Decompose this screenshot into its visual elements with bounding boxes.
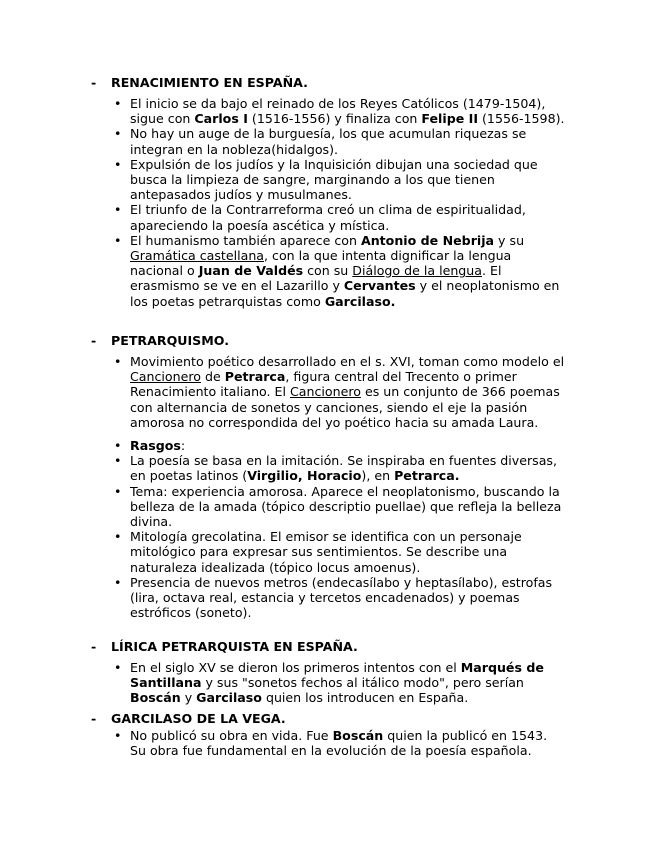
text-run: No publicó su obra en vida. Fue xyxy=(130,728,333,743)
list-item xyxy=(114,438,566,454)
text-run: Expulsión de los judíos y la Inquisición dibujan una sociedad que busca la limpieza de sangre, marginando a los que tienen antepasados judíos y musulmanes. xyxy=(130,156,538,203)
bold-run: Felipe II xyxy=(421,111,479,127)
text-run: El triunfo de la Contrarreforma creó un clima de espiritualidad, apareciendo la poesía ascética y mística. xyxy=(130,202,526,233)
text-run: quien los introducen en España. xyxy=(261,690,469,706)
text-run: No hay un auge de la burguesía, los que acumulan riquezas se integran en la nobleza(hidalgos). xyxy=(130,126,527,157)
text-run: El humanismo también aparece con xyxy=(130,232,361,248)
bold-run: Cervantes xyxy=(343,278,416,294)
bullet-icon: • xyxy=(114,660,122,675)
list-item xyxy=(114,96,566,127)
text-run: Presencia de nuevos metros (endecasílabo y heptasílabo), estrofas (lira, octava real, estancia y tercetos encadenados) y poemas estróficos (soneto). xyxy=(130,574,553,621)
text-run: (1516-1556) y finaliza con xyxy=(247,111,422,127)
list-item xyxy=(114,126,566,157)
list-item xyxy=(114,574,566,621)
bullet-icon: • xyxy=(114,728,122,743)
list-item xyxy=(114,660,566,706)
section-renacimiento xyxy=(0,75,655,309)
text-run: quien la publicó en 1543. Su obra fue fundamental en la evolución de la poesía española. xyxy=(130,728,548,759)
section-title: GARCILASO DE LA VEGA. xyxy=(111,711,286,726)
bold-run: Petrarca. xyxy=(394,468,460,484)
text-run: ), en xyxy=(361,468,395,484)
bold-run: Boscán xyxy=(130,690,181,706)
bold-run: Garcilaso. xyxy=(324,293,396,309)
section-title: RENACIMIENTO EN ESPAÑA. xyxy=(111,75,308,90)
text-run: con su xyxy=(303,263,353,279)
list-item xyxy=(114,232,566,309)
text-run: y su xyxy=(494,232,525,248)
bold-run: Marqués de Santillana xyxy=(130,660,544,691)
bullet-icon: • xyxy=(114,453,122,469)
text-run: (1556-1598). xyxy=(478,111,565,127)
bullet-icon: • xyxy=(114,156,122,172)
list-item xyxy=(114,202,566,233)
text-run: es un conjunto de 366 poemas con alternancia de sonetos y canciones, siendo el eje la pasión amorosa no correspondida del yo poético hacia su amada Laura. xyxy=(130,384,560,430)
bullet-icon: • xyxy=(114,574,122,590)
text-run: : xyxy=(180,438,186,454)
text-run: El inicio se da bajo el reinado de los Reyes Católicos (1479-1504), sigue con xyxy=(130,96,546,127)
bold-run: Boscán xyxy=(332,728,384,743)
section-dash: - xyxy=(91,75,97,90)
bold-run: Antonio de Nebrija xyxy=(360,232,495,248)
bullet-icon: • xyxy=(114,96,122,111)
bullet-icon: • xyxy=(114,529,122,545)
section-petrarquismo xyxy=(0,333,655,620)
list-item xyxy=(114,529,566,575)
list-item xyxy=(114,156,566,203)
bullet-list xyxy=(0,660,655,706)
underlined-run: Diálogo de la lengua xyxy=(352,263,483,279)
section-dash: - xyxy=(91,333,97,348)
bold-run: Juan de Valdés xyxy=(198,263,304,279)
text-run: y el neoplatonismo en los poetas petrarquistas como xyxy=(130,278,560,309)
bold-run: Virgilio, Horacio xyxy=(247,468,362,484)
bold-run: Garcilaso xyxy=(196,690,262,706)
text-run: . El erasmismo se ve en el Lazarillo y xyxy=(130,263,502,294)
bold-run: Rasgos xyxy=(130,438,181,454)
section-dash: - xyxy=(91,711,97,726)
section-title: LÍRICA PETRARQUISTA EN ESPAÑA. xyxy=(111,639,358,654)
bullet-icon: • xyxy=(114,126,122,142)
bold-run: Petrarca xyxy=(224,369,286,385)
bullet-icon: • xyxy=(114,232,122,248)
bullet-icon: • xyxy=(114,202,122,218)
section-dash: - xyxy=(91,639,97,654)
section-lirica-petrarquista xyxy=(0,639,655,706)
text-run: La poesía se basa en la imitación. Se inspiraba en fuentes diversas, en poetas latinos ( xyxy=(130,453,557,484)
bullet-list xyxy=(0,354,655,620)
text-run: En el siglo XV se dieron los primeros intentos con el xyxy=(130,660,461,675)
list-item xyxy=(114,354,566,430)
section-title: PETRARQUISMO. xyxy=(111,333,229,348)
bullet-icon: • xyxy=(114,438,122,454)
bullet-icon: • xyxy=(114,354,122,369)
text-run: y sus "sonetos fechos al itálico modo", pero serían xyxy=(201,675,524,691)
text-run: de xyxy=(200,369,225,385)
underlined-run: Cancionero xyxy=(290,384,361,400)
list-item xyxy=(114,483,566,530)
text-run: y xyxy=(180,690,197,706)
section-garcilaso xyxy=(0,711,655,758)
list-item xyxy=(114,728,566,759)
bullet-list xyxy=(0,728,655,758)
text-run: , con la que intenta dignificar la lengua nacional o xyxy=(130,248,512,279)
bold-run: Carlos I xyxy=(194,111,248,127)
text-run: Mitología grecolatina. El emisor se identifica con un personaje mitológico para expresar sus sentimientos. Se describe una naturaleza idealizada (tópico locus amoenus). xyxy=(130,529,522,575)
list-item xyxy=(114,453,566,484)
bullet-list xyxy=(0,96,655,309)
bullet-icon: • xyxy=(114,483,122,499)
text-run: , figura central del Trecento o primer Renacimiento italiano. El xyxy=(130,369,517,400)
underlined-run: Cancionero xyxy=(130,369,201,385)
underlined-run: Gramática castellana xyxy=(130,248,265,264)
text-run: Movimiento poético desarrollado en el s. XVI, toman como modelo el xyxy=(130,354,565,369)
text-run: Tema: experiencia amorosa. Aparece el neoplatonismo, buscando la belleza de la amada (tópico descriptio puellae) que refleja la belleza divina. xyxy=(130,483,562,530)
